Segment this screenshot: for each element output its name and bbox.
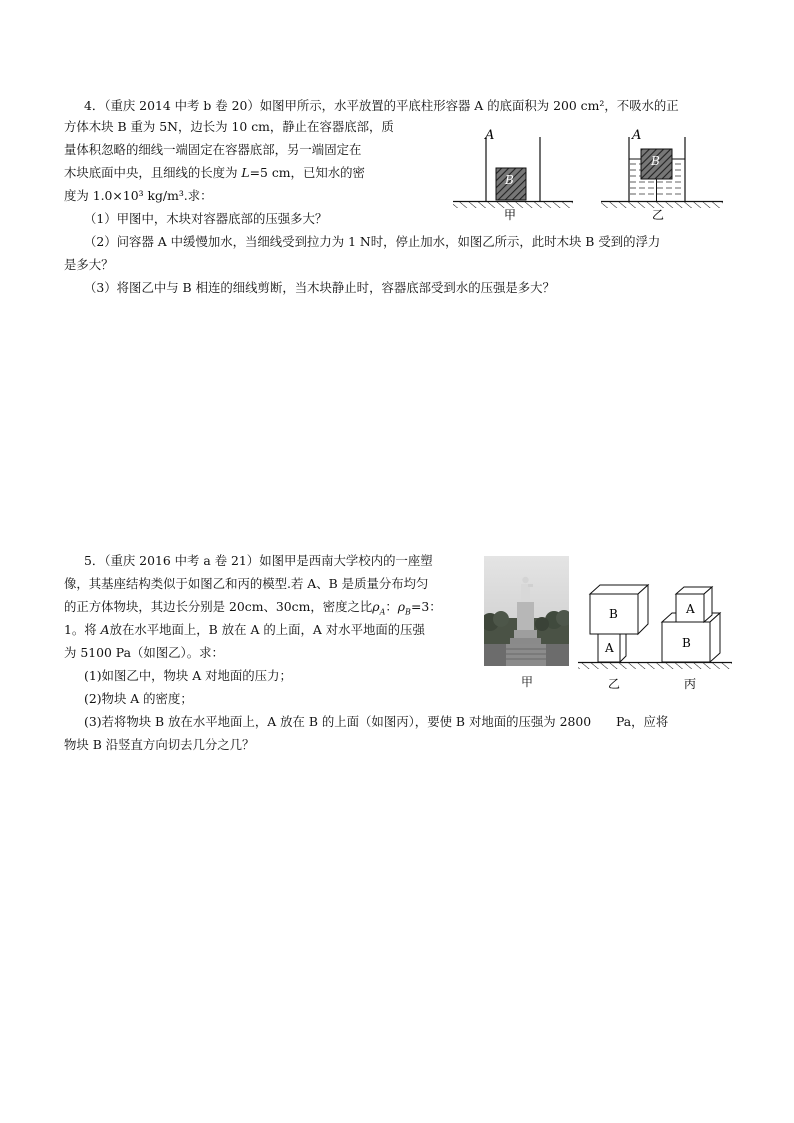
q5-line-3	[64, 598, 442, 621]
q5-line-4-a: 1。将	[64, 622, 101, 637]
q5-subquestion-3-cont: 物块 B 沿竖直方向切去几分之几？	[64, 737, 255, 752]
q5-bing-top-label: A	[686, 602, 695, 616]
q5-bing-bottom-label: B	[682, 636, 691, 650]
q5-bing-caption: 丙	[684, 677, 697, 691]
q4-subquestion-2-cont: 是多大？	[64, 257, 114, 272]
q4-line-5: 度为 1.0×10³ kg/m³.求：	[64, 188, 213, 203]
q4-yi-container-label: A	[632, 128, 642, 143]
q5-rho-a: ρ	[372, 599, 380, 614]
q4-yi-block-label: B	[651, 154, 660, 168]
q5-line-3-b: =3：	[410, 599, 442, 614]
q5-figure-yi-bing	[576, 580, 736, 705]
q5-rho-b-subscript: B	[405, 607, 411, 617]
q5-line-4-b: 放在水平地面上，B 放在 A 的上面，A 对水平地面的压强	[109, 622, 425, 637]
q4-line-4	[64, 164, 365, 182]
q5-statue-photo	[484, 556, 569, 666]
q4-figure-jia	[448, 122, 578, 222]
q4-subquestion-3: （3）将图乙中与 B 相连的细线剪断，当木块静止时，容器底部受到水的压强是多大？	[84, 280, 555, 295]
q5-ratio-colon: ：	[385, 599, 398, 614]
q5-line-1: 5．（重庆 2016 中考 a 卷 21）如图甲是西南大学校内的一座塑	[84, 553, 433, 568]
q5-rho-b: ρ	[397, 599, 406, 614]
q5-line-3-a: 的正方体物块，其边长分别是 20cm、30cm，密度之比	[64, 599, 373, 614]
q4-yi-caption: 乙	[652, 208, 665, 222]
q4-subquestion-1: （1）甲图中，木块对容器底部的压强多大？	[84, 211, 328, 226]
q5-subquestion-1: (1)如图乙中，物块 A 对地面的压力；	[84, 668, 292, 683]
q5-photo-caption: 甲	[521, 675, 534, 689]
q5-line-5: 为 5100 Pa（如图乙）。求：	[64, 645, 224, 660]
q4-line-4-a: 木块底面中央，且细线的长度为	[64, 165, 242, 180]
q5-yi-bottom-label: A	[605, 641, 614, 655]
q5-subquestion-3: (3)若将物块 B 放在水平地面上，A 放在 B 的上面（如图丙），要使 B 对地面的压强为 2800 Pa，应将	[84, 714, 669, 729]
q4-figure-yi	[598, 122, 728, 222]
q4-jia-container-label: A	[485, 128, 495, 143]
q4-jia-block-label: B	[505, 173, 514, 187]
q5-yi-caption: 乙	[608, 677, 621, 691]
q5-yi-top-label: B	[609, 607, 618, 621]
q5-line-2: 像，其基座结构类似于如图乙和丙的模型.若 A、B 是质量分布均匀	[64, 576, 429, 591]
q4-line-2: 方体木块 B 重为 5N，边长为 10 cm，静止在容器底部，质	[64, 119, 394, 134]
q5-block-a-variable: A	[100, 622, 110, 637]
q4-jia-caption: 甲	[504, 208, 517, 222]
q4-line-4-b: =5 cm，已知水的密	[249, 165, 365, 180]
q5-rho-a-subscript: A	[379, 607, 386, 617]
q4-line-1: 4．（重庆 2014 中考 b 卷 20）如图甲所示，水平放置的平底柱形容器 A 的底面积为 200 cm²，不吸水的正	[84, 98, 679, 113]
q4-line-3: 量体积忽略的细线一端固定在容器底部，另一端固定在	[64, 142, 362, 157]
q5-subquestion-2: (2)物块 A 的密度；	[84, 691, 193, 706]
q4-subquestion-2: （2）问容器 A 中缓慢加水，当细线受到拉力为 1 N时，停止加水，如图乙所示，此时木块 B 受到的浮力	[84, 234, 661, 249]
q4-length-variable: L	[241, 165, 250, 180]
q5-line-4	[64, 621, 425, 639]
